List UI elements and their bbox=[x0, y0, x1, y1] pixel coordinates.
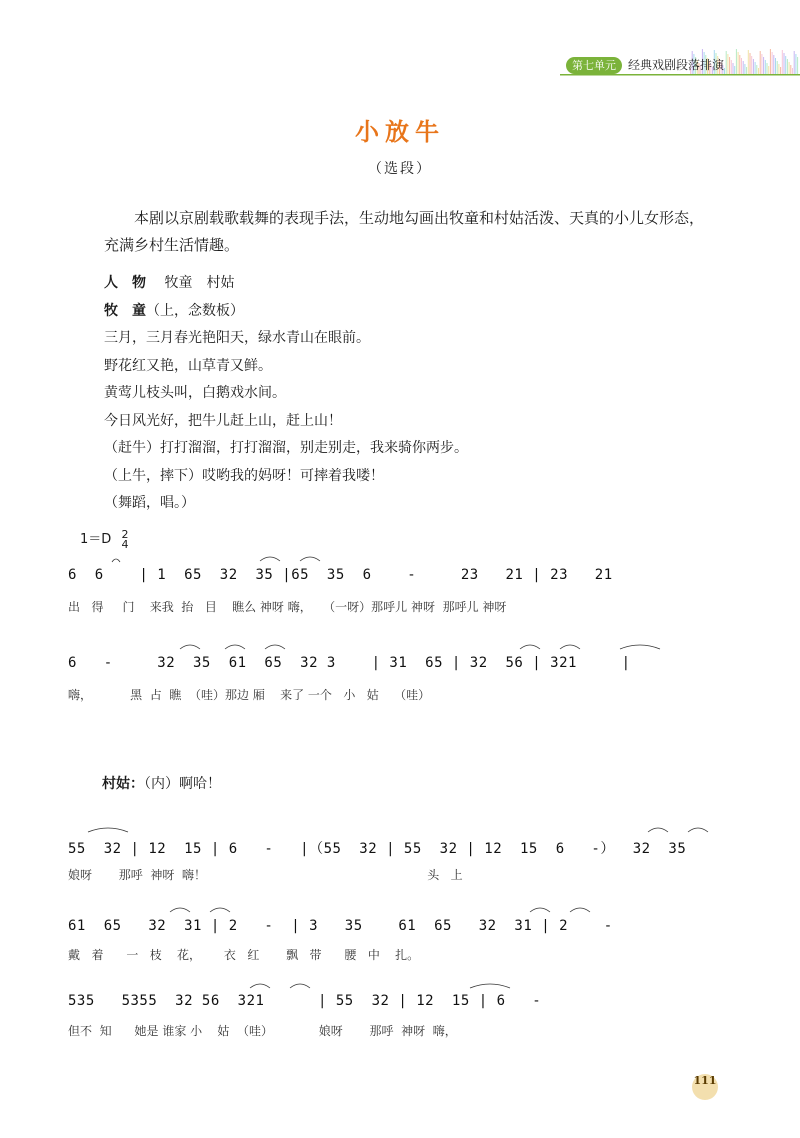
script-line: 野花红又艳，山草青又鲜。 bbox=[104, 357, 272, 374]
roles-label: 人 物 bbox=[104, 275, 146, 291]
page-number: 111 bbox=[692, 1074, 718, 1100]
unit-badge: 第七单元 bbox=[566, 57, 622, 74]
cungu-text: （内）啊哈！ bbox=[144, 776, 221, 792]
script-line: （上牛，摔下）哎哟我的妈呀！可摔着我喽！ bbox=[104, 467, 384, 484]
stage-direction: （上，念数板） bbox=[146, 302, 244, 319]
score-lyrics-row: 娘呀 那呼 神呀 嗨！ 头 上 bbox=[68, 868, 463, 882]
script-line: （舞蹈，唱。） bbox=[104, 495, 195, 511]
score-notes-row: 6 - 32 35 61 65 32 3 | 31 65 | 32 56 | 321 | bbox=[68, 655, 631, 671]
roles-list: 牧童 村姑 bbox=[164, 275, 235, 291]
script-line: 三月，三月春光艳阳天，绿水青山在眼前。 bbox=[104, 330, 370, 346]
intro-line: 充满乡村生活情趣。 bbox=[104, 236, 240, 254]
score-notes-row: 6 6 | 1 65 32 35 |65 35 6 - 23 21 | 23 21 bbox=[68, 567, 613, 583]
speaker-label: 牧 童 bbox=[104, 302, 146, 319]
script-line: （赶牛）打打溜溜，打打溜溜，别走别走，我来骑你两步。 bbox=[104, 440, 468, 456]
score-notes-row: 55 32 | 12 15 | 6 - |（55 32 | 55 32 | 12 15 6 -） 32 35 bbox=[68, 841, 687, 857]
score-lyrics-row: 出 得 门 来我 抬 目 瞧么 神呀 嗨， （一呀）那呼儿 神呀 那呼儿 神呀 bbox=[68, 600, 507, 614]
script-line: 今日风光好，把牛儿赶上山，赶上山！ bbox=[104, 412, 342, 429]
meter-top: 2 bbox=[121, 527, 129, 541]
intro-line: 本剧以京剧载歌载舞的表现手法，生动地勾画出牧童和村姑活泼、天真的小儿女形态， bbox=[134, 209, 705, 227]
unit-title: 经典戏剧段落排演 bbox=[628, 58, 725, 72]
script-line: 黄莺儿枝头叫，白鹅戏水间。 bbox=[104, 385, 286, 401]
score-lyrics-row: 戴 着 一 枝 花， 衣 红 飘 带 腰 中 扎。 bbox=[68, 948, 420, 962]
cungu-speaker: 村姑： bbox=[102, 776, 144, 792]
meter-bottom: 4 bbox=[121, 537, 129, 551]
score-notes-row: 61 65 32 31 | 2 - | 3 35 61 65 32 31 | 2 - bbox=[68, 918, 613, 934]
score-lyrics-row: 嗨， 黑 占 瞧 （哇）那边 厢 来了 一个 小 姑 （哇） bbox=[68, 688, 431, 702]
score-lyrics-row: 但不 知 她是 谁家 小 姑 （哇） 娘呀 那呼 神呀 嗨， bbox=[68, 1024, 457, 1038]
score-notes-row: 535 5355 32 56 321 | 55 32 | 12 15 | 6 - bbox=[68, 993, 542, 1009]
page-subtitle: （选段） bbox=[368, 161, 432, 177]
key-label: 1＝D bbox=[80, 532, 112, 547]
page-title: 小放牛 bbox=[355, 118, 445, 146]
